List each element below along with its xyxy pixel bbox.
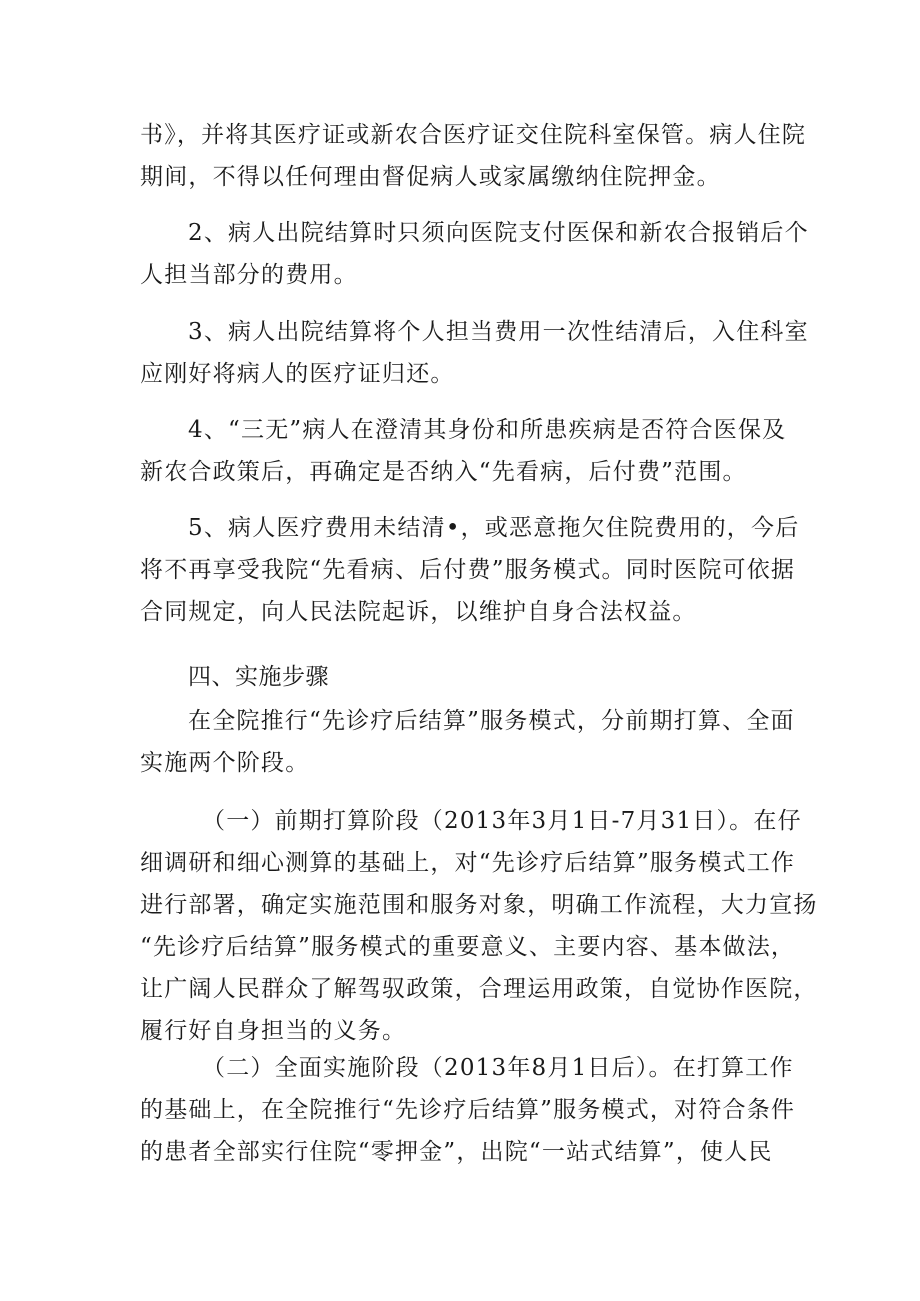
paragraph-item-4 — [140, 409, 800, 493]
text-line: 5、病人医疗费用未结清•，或恶意拖欠住院费用的，今后 — [188, 515, 800, 541]
text-line: （一）前期打算阶段（2013年3月1日-7月31日）。在仔 — [202, 808, 802, 834]
text-line: 新农合政策后，再确定是否纳入“先看病，后付费”范围。 — [140, 459, 747, 485]
paragraph-deposit-policy — [140, 114, 807, 198]
text-line: 4、“三无”病人在澄清其身份和所患疾病是否符合医保及 — [188, 417, 787, 443]
paragraph-implementation-intro — [140, 700, 800, 784]
text-line: 履行好自身担当的义务。 — [140, 1018, 407, 1044]
text-line: 的基础上，在全院推行“先诊疗后结算”服务模式，对符合条件 — [140, 1097, 796, 1123]
text-line: 书》，并将其医疗证或新农合医疗证交住院科室保管。病人住院 — [140, 122, 807, 148]
text-line: 的患者全部实行住院“零押金”，出院“一站式结算”，使人民 — [140, 1139, 773, 1165]
text-line: （二）全面实施阶段（2013年8月1日后）。在打算工作 — [202, 1055, 794, 1081]
text-line: 人担当部分的费用。 — [140, 262, 358, 288]
text-line: 进行部署，确定实施范围和服务对象，明确工作流程，大力宣扬 — [140, 892, 818, 918]
text-line: 应刚好将病人的医疗证归还。 — [140, 361, 455, 387]
text-line: 让广阔人民群众了解驾驭政策，合理运用政策，自觉协作医院， — [140, 976, 818, 1002]
text-line: 细调研和细心测算的基础上，对“先诊疗后结算”服务模式工作 — [140, 850, 796, 876]
text-line: 3、病人出院结算将个人担当费用一次性结清后，入住科室 — [188, 319, 809, 345]
paragraph-item-5 — [140, 507, 800, 633]
text-line: “先诊疗后结算”服务模式的重要意义、主要内容、基本做法， — [140, 934, 796, 960]
text-line: 实施两个阶段。 — [140, 750, 310, 776]
paragraph-item-3 — [140, 311, 809, 395]
paragraph-full-implementation-stage — [140, 1047, 800, 1173]
paragraph-preparation-stage — [140, 800, 818, 1052]
text-line: 合同规定，向人民法院起诉，以维护自身合法权益。 — [140, 599, 697, 625]
section-heading: 四、实施步骤 — [188, 664, 329, 690]
text-line: 2、病人出院结算时只须向医院支付医保和新农合报销后个 — [188, 220, 809, 246]
text-line: 在全院推行“先诊疗后结算”服务模式，分前期打算、全面 — [188, 708, 795, 734]
text-line: 将不再享受我院“先看病、后付费”服务模式。同时医院可依据 — [140, 557, 796, 583]
paragraph-item-2 — [140, 212, 809, 296]
text-line: 期间，不得以任何理由督促病人或家属缴纳住院押金。 — [140, 164, 721, 190]
